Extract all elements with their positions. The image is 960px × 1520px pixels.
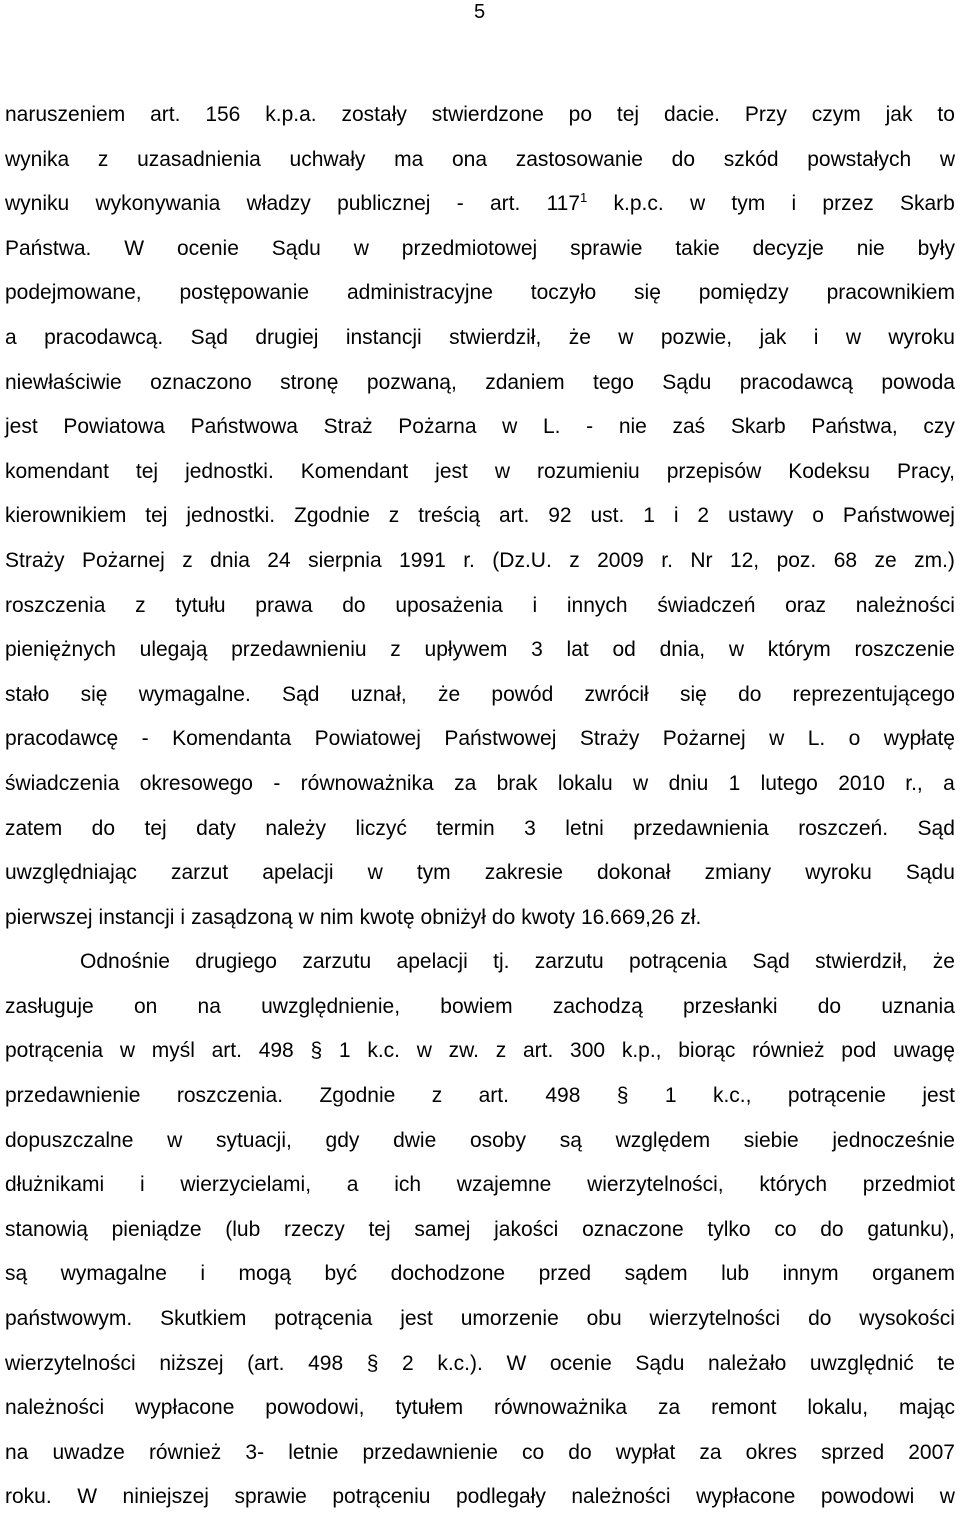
text-line: stało się wymagalne. Sąd uznał, że powód zwrócił się do reprezentującego <box>5 682 955 706</box>
text-line: są wymagalne i mogą być dochodzone przed sądem lub innym organem <box>5 1262 955 1286</box>
text-line: naruszeniem art. 156 k.p.a. zostały stwierdzone po tej dacie. Przy czym jak to <box>5 103 955 126</box>
superscript: 1 <box>580 190 588 206</box>
text-line: przedawnienie roszczenia. Zgodnie z art. 498 § 1 k.c., potrącenie jest <box>5 1084 955 1108</box>
text-line: pierwszej instancji i zasądzoną w nim kwotę obniżył do kwoty 16.669,26 zł. <box>5 905 702 929</box>
text-line: wyniku wykonywania władzy publicznej - art. $117^1$ k.p.c. w tym i przez Skarb <box>5 190 955 216</box>
text-line: Odnośnie drugiego zarzutu apelacji tj. zarzutu potrącenia Sąd stwierdził, że <box>80 950 955 974</box>
text-line: potrącenia w myśl art. 498 § 1 k.c. w zw. z art. 300 k.p., biorąc również pod uwagę <box>5 1039 955 1063</box>
text-line: państwowym. Skutkiem potrącenia jest umorzenie obu wierzytelności do wysokości <box>5 1307 955 1331</box>
text-line: wynika z uzasadnienia uchwały ma ona zastosowanie do szkód powstałych w <box>5 147 955 171</box>
text-line: zatem do tej daty należy liczyć termin 3 letni przedawnienia roszczeń. Sąd <box>5 816 955 840</box>
text-line: komendant tej jednostki. Komendant jest w rozumieniu przepisów Kodeksu Pracy, <box>5 459 955 483</box>
text-line: kierownikiem tej jednostki. Zgodnie z treścią art. 92 ust. 1 i 2 ustawy o Państwowej <box>5 504 955 528</box>
text-line: na uwadze również 3- letnie przedawnienie co do wypłat za okres sprzed 2007 <box>5 1440 955 1464</box>
text-line: pracodawcę - Komendanta Powiatowej Państwowej Straży Pożarnej w L. o wypłatę <box>5 727 955 751</box>
text-line: roku. W niniejszej sprawie potrąceniu podlegały należności wypłacone powodowi w <box>5 1485 955 1509</box>
document-body <box>5 93 955 1520</box>
text-line: wierzytelności niższej (art. 498 § 2 k.c.). W ocenie Sądu należało uwzględnić te <box>5 1351 955 1375</box>
text-line: roszczenia z tytułu prawa do uposażenia i innych świadczeń oraz należności <box>5 593 955 617</box>
text-line: niewłaściwie oznaczono stronę pozwaną, zdaniem tego Sądu pracodawcą powoda <box>5 370 955 394</box>
text-line: dłużnikami i wierzycielami, a ich wzajemne wierzytelności, których przedmiot <box>5 1173 955 1197</box>
text-line: a pracodawcą. Sąd drugiej instancji stwierdził, że w pozwie, jak i w wyroku <box>5 325 955 349</box>
text-line: świadczenia okresowego - równoważnika za brak lokalu w dniu 1 lutego 2010 r., a <box>5 771 955 795</box>
text-line: uwzględniając zarzut apelacji w tym zakresie dokonał zmiany wyroku Sądu <box>5 861 955 885</box>
text-line: dopuszczalne w sytuacji, gdy dwie osoby są względem siebie jednocześnie <box>5 1128 955 1152</box>
text-line: pieniężnych ulegają przedawnieniu z upływem 3 lat od dnia, w którym roszczenie <box>5 638 955 662</box>
text-line: należności wypłacone powodowi, tytułem równoważnika za remont lokalu, mając <box>5 1396 955 1420</box>
text-line: jest Powiatowa Państwowa Straż Pożarna w L. - nie zaś Skarb Państwa, czy <box>5 415 955 439</box>
text-line: stanowią pieniądze (lub rzeczy tej samej jakości oznaczone tylko co do gatunku), <box>5 1217 955 1241</box>
text-line: Straży Pożarnej z dnia 24 sierpnia 1991 r. (Dz.U. z 2009 r. Nr 12, poz. 68 ze zm.) <box>5 548 955 572</box>
text-line: podejmowane, postępowanie administracyjne toczyło się pomiędzy pracownikiem <box>5 281 955 305</box>
text-line: Państwa. W ocenie Sądu w przedmiotowej sprawie takie decyzje nie były <box>5 236 955 260</box>
page-number: 5 <box>474 1 486 23</box>
text-line: zasługuje on na uwzględnienie, bowiem zachodzą przesłanki do uznania <box>5 994 955 1018</box>
